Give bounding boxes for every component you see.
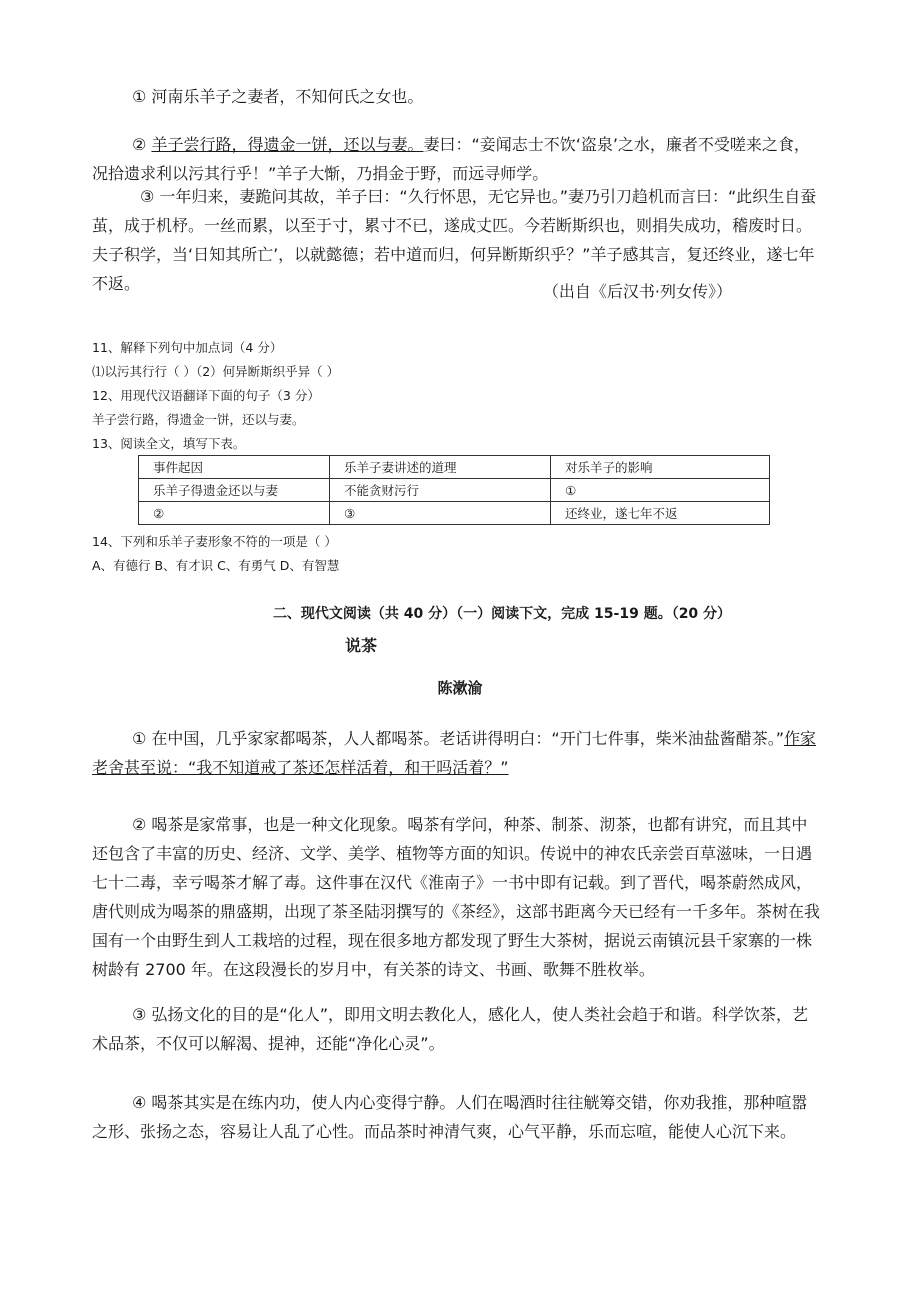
table-cell: 事件起因 (139, 456, 330, 479)
article-title: 说茶 (345, 636, 378, 655)
question-13: 13、阅读全文，填写下表。 (92, 436, 246, 451)
table-row (139, 456, 770, 479)
table-cell: 对乐羊子的影响 (551, 456, 770, 479)
question-11-items: ⑴以污其行行（ ）（2）何异断斯织乎异（ ） (92, 364, 340, 379)
modern-paragraph-2: ② 喝茶是家常事，也是一种文化现象。喝茶有学问，种茶、制茶、沏茶，也都有讲究，而且其中还包含了丰富的历史、经济、文学、美学、植物等方面的知识。传说中的神农氏亲尝百草滋味，一日遇七十二毒，幸亏喝茶才解了毒。这件事在汉代《淮南子》一书中即有记载。到了晋代，喝茶蔚然成风，唐代则成为喝茶的鼎盛期，出现了茶圣陆羽撰写的《茶经》，这部书距离今天已经有一千多年。茶树在我国有一个由野生到人工栽培的过程，现在很多地方都发现了野生大茶树，据说云南镇沅县千家寨的一株树龄有 2700 年。在这段漫长的岁月中，有关茶的诗文、书画、歌舞不胜枚举。 (92, 815, 821, 979)
table-cell: ② (139, 502, 330, 525)
table-cell: 还终业，遂七年不返 (551, 502, 770, 525)
question-13-table (138, 455, 770, 525)
question-12: 12、用现代汉语翻译下面的句子（3 分） (92, 388, 320, 403)
table-cell: ③ (330, 502, 551, 525)
underlined-sentence: 作家老舍甚至说：“我不知道戒了茶还怎样活着，和干吗活着？” (92, 729, 817, 777)
question-11: 11、解释下列句中加点词（4 分） (92, 340, 283, 355)
table-cell: ① (551, 479, 770, 502)
table-cell: 乐羊子妻讲述的道理 (330, 456, 551, 479)
question-14-options: A、有德行 B、有才识 C、有勇气 D、有智慧 (92, 558, 340, 573)
classical-paragraph-2 (92, 130, 822, 188)
table-cell: 不能贪财污行 (330, 479, 551, 502)
modern-paragraph-4: ④ 喝茶其实是在练内功，使人内心变得宁静。人们在喝酒时往往觥筹交错，你劝我推，那种喧嚣之形、张扬之态，容易让人乱了心性。而品茶时神清气爽，心气平静，乐而忘喧，能使人心沉下来。 (92, 1093, 808, 1141)
section-title: 二、现代文阅读（共 40 分）（一）阅读下文，完成 15-19 题。（20 分） (272, 606, 732, 622)
question-12-sentence: 羊子尝行路，得遗金一饼，还以与妻。 (92, 412, 305, 427)
underlined-sentence: 羊子尝行路，得遗金一饼，还以与妻。 (151, 135, 424, 154)
source-citation: （出自《后汉书·列女传》） (542, 282, 732, 301)
table-row (139, 479, 770, 502)
table-row (139, 502, 770, 525)
article-author: 陈漱渝 (437, 679, 483, 697)
modern-paragraph-1 (92, 724, 822, 782)
paragraph-text: ① 在中国，几乎家家都喝茶，人人都喝茶。老话讲得明白：“开门七件事，柴米油盐酱醋茶。” (132, 729, 785, 748)
classical-paragraph-3: ③ 一年归来，妻跪问其故，羊子曰：“久行怀思，无它异也。”妻乃引刀趋机而言曰：“此织生自蚕茧，成于机杼。一丝而累，以至于寸，累寸不已，遂成丈匹。今若断斯织也，则捐失成功，稽废时日。夫子积学，当‘日知其所亡’，以就懿德；若中道而归，何异断斯织乎？”羊子感其言，复还终业，遂七年不返。 (92, 187, 817, 293)
table-cell: 乐羊子得遗金还以与妻 (139, 479, 330, 502)
question-14: 14、下列和乐羊子妻形象不符的一项是（ ） (92, 534, 337, 549)
paragraph-number: ② (132, 135, 152, 154)
paragraph-text: 妻曰：“妾闻志士不饮‘盗泉’之水，廉者不受嗟来之食，况拾遗求利以污其行乎！”羊子大惭，乃捐金于野，而远寻师学。 (92, 135, 810, 183)
modern-paragraph-3: ③ 弘扬文化的目的是“化人”，即用文明去教化人，感化人，使人类社会趋于和谐。科学饮茶，艺术品茶，不仅可以解渴、提神，还能“净化心灵”。 (92, 1005, 809, 1053)
classical-paragraph-1: ① 河南乐羊子之妻者，不知何氏之女也。 (132, 87, 424, 106)
